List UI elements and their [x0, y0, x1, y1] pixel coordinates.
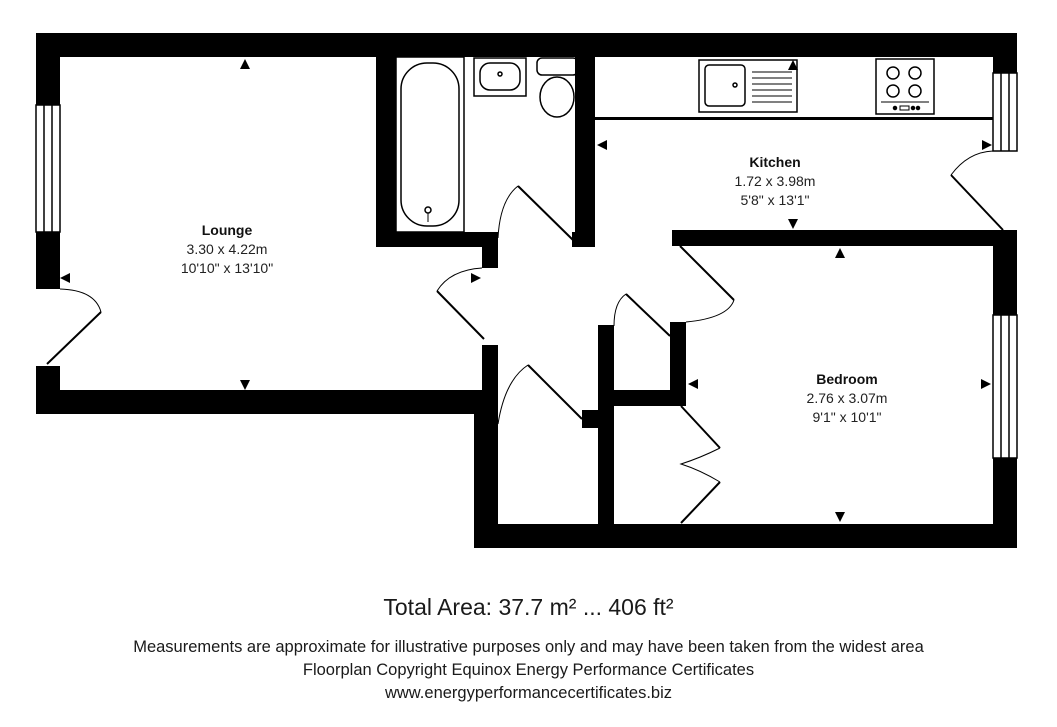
arrow-lounge-right — [471, 273, 481, 283]
arrow-lounge-left — [60, 273, 70, 283]
wall-bathroom-right — [575, 57, 595, 247]
wall-bathroom-left — [376, 57, 396, 247]
lounge-metric: 3.30 x 4.22m — [186, 241, 268, 257]
arrow-bedroom-left — [688, 379, 698, 389]
kitchen-metric: 1.72 x 3.98m — [734, 173, 816, 189]
bedroom-name: Bedroom — [816, 371, 878, 387]
kitchen-imperial: 5'8" x 13'1" — [740, 192, 810, 208]
room-label-kitchen — [735, 154, 816, 208]
door-bathroom — [498, 186, 574, 241]
kitchen-sink — [699, 60, 797, 112]
arrow-bedroom-bottom — [835, 512, 845, 522]
door-lounge-entrance — [47, 289, 101, 364]
arrow-kitchen-left — [597, 140, 607, 150]
wall-store-right — [670, 322, 686, 406]
toilet — [537, 58, 578, 117]
door-cupboard — [681, 406, 720, 523]
kitchen-name: Kitchen — [749, 154, 801, 170]
room-label-lounge — [181, 222, 273, 276]
wall-lounge-left-middle — [36, 232, 60, 289]
window-bedroom — [993, 315, 1017, 458]
arrow-bedroom-top — [835, 248, 845, 258]
lounge-name: Lounge — [201, 222, 253, 238]
walls — [36, 33, 1017, 548]
wall-bottom — [474, 524, 1017, 548]
door-kitchen-rear — [951, 151, 1003, 230]
door-store — [614, 294, 670, 336]
wash-basin — [474, 58, 526, 96]
bedroom-imperial: 9'1" x 10'1" — [812, 409, 882, 425]
window-kitchen — [993, 73, 1017, 151]
wall-bathroom-right-foot — [572, 232, 595, 247]
wall-hall-stub — [582, 410, 600, 428]
wall-right-kitchen-top — [993, 33, 1017, 73]
total-area: Total Area: 37.7 m² ... 406 ft² — [383, 594, 674, 620]
arrow-kitchen-bottom — [788, 219, 798, 229]
website: www.energyperformancecertificates.biz — [384, 684, 673, 702]
copyright: Floorplan Copyright Equinox Energy Performance Certificates — [302, 661, 755, 679]
wall-bathroom-stub — [482, 232, 498, 268]
wall-kitchen-counter — [595, 117, 993, 120]
wall-lounge-right — [482, 345, 498, 415]
wall-bathroom-bottom — [376, 232, 496, 247]
bedroom-metric: 2.76 x 3.07m — [806, 390, 888, 406]
disclaimer: Measurements are approximate for illustrative purposes only and may have been taken from the widest area — [133, 638, 924, 656]
wall-store-left — [598, 325, 614, 524]
door-kitchen — [680, 246, 734, 322]
cooker-hob — [876, 59, 934, 114]
wall-lounge-left-upper — [36, 33, 60, 105]
doors — [47, 151, 1003, 523]
room-label-bedroom — [807, 371, 888, 425]
bathtub — [396, 57, 464, 232]
wall-top — [36, 33, 1017, 57]
wall-kitchen-bottom — [672, 230, 1017, 246]
arrow-lounge-bottom — [240, 380, 250, 390]
window-lounge — [36, 105, 60, 232]
door-hall-lower — [498, 365, 582, 424]
lounge-imperial: 10'10" x 13'10" — [180, 260, 274, 276]
arrow-lounge-top — [240, 59, 250, 69]
arrow-bedroom-right — [981, 379, 991, 389]
arrow-kitchen-right — [982, 140, 992, 150]
measurement-arrows — [60, 59, 992, 522]
wall-right-bedroom-lower — [993, 458, 1017, 548]
wall-lounge-bottom — [36, 390, 498, 414]
